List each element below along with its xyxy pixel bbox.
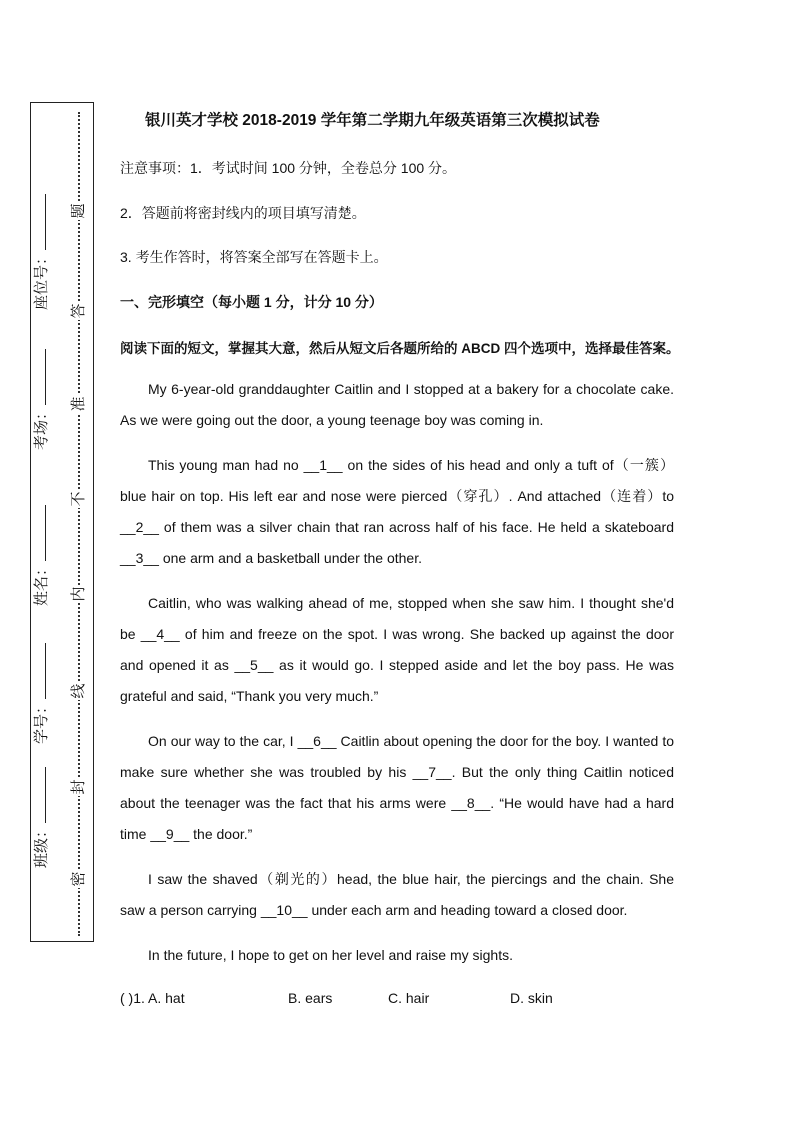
student-id-field[interactable] xyxy=(33,643,51,744)
seal-char: 题 xyxy=(70,203,87,219)
question-1-option-b[interactable]: B. ears xyxy=(288,990,333,1006)
seat-number-label: 座位号： xyxy=(33,249,50,310)
question-1-option-d[interactable]: D. skin xyxy=(510,990,553,1006)
seal-char: 答 xyxy=(70,303,87,319)
passage-paragraph: My 6-year-old granddaughter Caitlin and I stopped at a bakery for a chocolate cake. As we were going out the door, a young teenage boy was coming in. xyxy=(120,381,674,428)
passage-paragraph: Caitlin, who was walking ahead of me, stopped when she saw him. I thought she'd be __4__ of him and freeze on the spot. I was wrong. She backed up against the door and opened it as __5__ as it would go. I stepped aside and let the boy pass. He was grateful and said, “Thank you very much.” xyxy=(120,595,674,704)
note-line: 2．答题前将密封线内的项目填写清楚。 xyxy=(120,205,366,221)
seal-char: 准 xyxy=(70,396,87,412)
seal-dotted-line xyxy=(78,112,80,936)
section-instruction: 阅读下面的短文，掌握其大意，然后从短文后各题所给的 ABCD 四个选项中，选择最佳答案。 xyxy=(120,341,680,356)
exam-room-field[interactable] xyxy=(33,349,51,450)
class-field[interactable] xyxy=(33,767,51,868)
question-1-option-c[interactable]: C. hair xyxy=(388,990,430,1006)
name-blank[interactable] xyxy=(37,505,46,561)
seal-char: 不 xyxy=(70,491,87,507)
passage-paragraph: This young man had no __1__ on the sides of his head and only a tuft of（一簇）blue hair on top. His left ear and nose were pierced（穿孔）. And attached（连着）to __2__ of them was a silver chain that ran across half of his face. He held a skateboard __3__ one arm and a basketball under the other. xyxy=(120,457,674,566)
passage-paragraph: In the future, I hope to get on her level and raise my sights. xyxy=(148,947,513,963)
seal-char: 线 xyxy=(70,683,87,699)
student-id-label: 学号： xyxy=(33,698,50,744)
question-1-option-a[interactable]: ( )1. A. hat xyxy=(120,990,185,1006)
student-id-blank[interactable] xyxy=(37,643,46,699)
class-blank[interactable] xyxy=(37,767,46,823)
seal-char: 内 xyxy=(70,586,87,602)
note-line: 3. 考生作答时，将答案全部写在答题卡上。 xyxy=(120,249,388,265)
class-label: 班级： xyxy=(33,822,50,868)
exam-room-label: 考场： xyxy=(33,404,50,450)
passage-paragraph: I saw the shaved（剃光的）head, the blue hair, the piercings and the chain. She saw a person carrying __10__ under each arm and heading toward a closed door. xyxy=(120,871,674,918)
section-heading: 一、完形填空（每小题 1 分，计分 10 分） xyxy=(120,294,383,310)
seat-number-field[interactable] xyxy=(33,194,51,310)
exam-title: 银川英才学校 2018-2019 学年第二学期九年级英语第三次模拟试卷 xyxy=(145,112,600,129)
exam-room-blank[interactable] xyxy=(37,349,46,405)
seal-char: 密 xyxy=(70,871,87,887)
name-field[interactable] xyxy=(33,505,51,606)
name-label: 姓名： xyxy=(33,560,50,606)
passage-paragraph: On our way to the car, I __6__ Caitlin about opening the door for the boy. I wanted to make sure whether she was troubled by his __7__. But the only thing Caitlin noticed about the teenager was the fact that his arms were __8__. “He would have had a hard time __9__ the door.” xyxy=(120,733,674,842)
seat-number-blank[interactable] xyxy=(37,194,46,250)
note-line: 注意事项：1．考试时间 100 分钟，全卷总分 100 分。 xyxy=(120,160,457,176)
seal-char: 封 xyxy=(70,779,87,795)
